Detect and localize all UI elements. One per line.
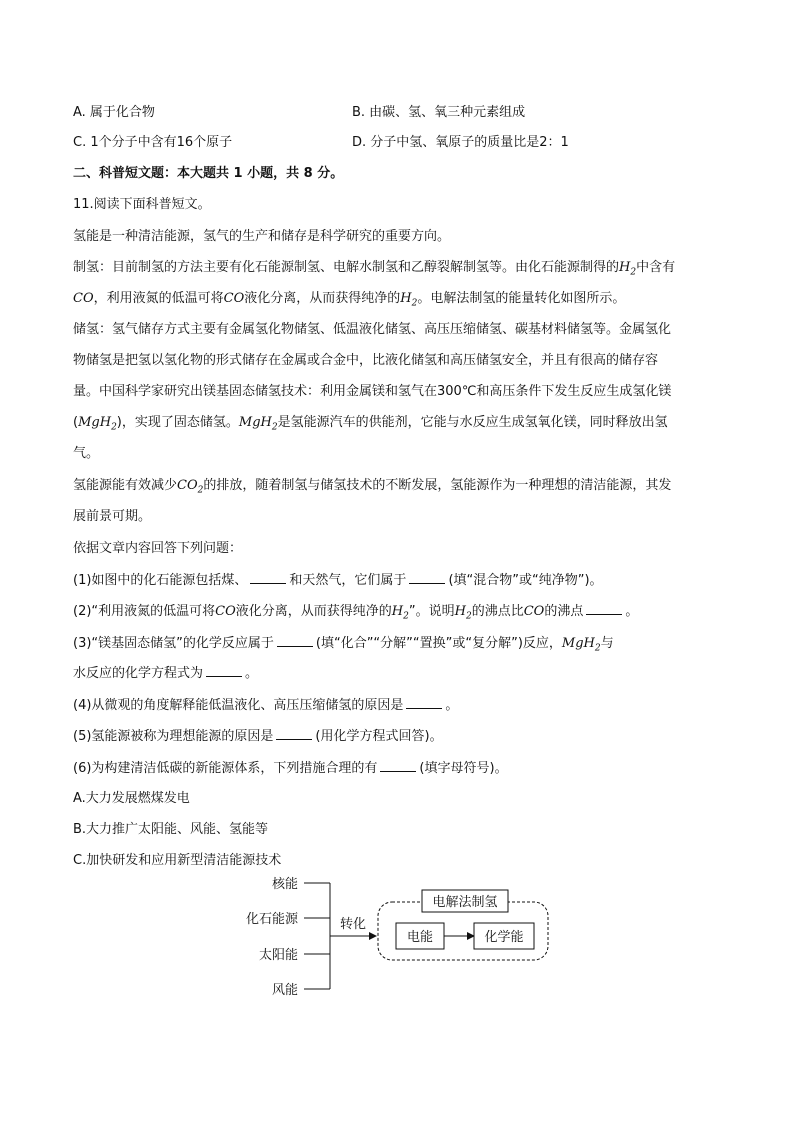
choice-a: A.大力发展燃煤发电 bbox=[73, 791, 190, 806]
option-a: A. 属于化合物 bbox=[73, 105, 155, 120]
section-title: 二、科普短文题：本大题共 1 小题，共 8 分。 bbox=[73, 166, 344, 181]
paragraph-3-line-1: 储氢：氢气储存方式主要有金属氢化物储氢、低温液化储氢、高压压缩储氢、碳基材料储氢等。金属氢化 bbox=[73, 322, 672, 337]
paragraph-3-line-4: (MgH$_2$)，实现了固态储氢。MgH$_2$是氢能源汽车的供能剂，它能与水反应生成氢氧化镁，同时释放出氢 bbox=[73, 415, 668, 433]
subquestion-2: (2)“利用液氮的低温可将CO液化分离，从而获得纯净的$H_2$”。说明$H_2$的沸点比CO的沸点 。 bbox=[73, 604, 639, 622]
bracket-lines bbox=[304, 883, 330, 989]
electrolysis-title: 电解法制氢 bbox=[432, 895, 498, 910]
subquestion-5: (5)氢能源被称为理想能源的原因是 (用化学方程式回答)。 bbox=[73, 729, 443, 744]
subquestion-3-line-1: (3)“镁基固态储氢”的化学反应属于 (填“化合”“分解”“置换”或“复分解”)反应，MgH$_2$与 bbox=[73, 636, 614, 654]
answer-blank bbox=[586, 602, 622, 615]
subquestion-1: (1)如图中的化石能源包括煤、 和天然气，它们属于 (填“混合物”或“纯净物”)。 bbox=[73, 573, 603, 588]
answer-blank bbox=[277, 634, 313, 647]
source-fossil: 化石能源 bbox=[245, 912, 298, 927]
chemical-energy-label: 化学能 bbox=[484, 930, 524, 945]
subquestion-4: (4)从微观的角度解释能低温液化、高压压缩储氢的原因是 。 bbox=[73, 698, 459, 713]
source-nuclear: 核能 bbox=[271, 877, 298, 892]
answer-blank bbox=[250, 571, 286, 584]
choice-c: C.加快研发和应用新型清洁能源技术 bbox=[73, 853, 282, 868]
option-b: B. 由碳、氢、氧三种元素组成 bbox=[352, 105, 526, 120]
paragraph-3-line-5: 气。 bbox=[73, 446, 100, 461]
convert-label: 转化 bbox=[339, 917, 367, 932]
choice-b: B.大力推广太阳能、风能、氢能等 bbox=[73, 822, 269, 837]
subquestion-3-line-2: 水反应的化学方程式为 。 bbox=[73, 666, 259, 681]
paragraph-4-line-1: 氢能源能有效减少$CO_2$的排放，随着制氢与储氢技术的不断发展，氢能源作为一种理想的清洁能源，其发 bbox=[73, 478, 672, 496]
answer-blank bbox=[380, 759, 416, 772]
paragraph-2-line-1: 制氢：目前制氢的方法主要有化石能源制氢、电解水制氢和乙醇裂解制氢等。由化石能源制得的$H_2$中含有 bbox=[73, 260, 676, 278]
answer-blank bbox=[276, 727, 312, 740]
subquestion-6: (6)为构建清洁低碳的新能源体系，下列措施合理的有 (填字母符号)。 bbox=[73, 761, 508, 776]
source-solar: 太阳能 bbox=[258, 948, 298, 963]
option-d: D. 分子中氢、氧原子的质量比是2：1 bbox=[352, 135, 569, 150]
paragraph-3-line-3: 量。中国科学家研究出镁基固态储氢技术：利用金属镁和氢气在300℃和高压条件下发生反应生成氢化镁 bbox=[73, 384, 672, 399]
energy-conversion-diagram bbox=[230, 868, 560, 998]
source-wind: 风能 bbox=[271, 983, 298, 998]
answer-blank bbox=[409, 571, 445, 584]
paragraph-2-line-2: CO，利用液氮的低温可将CO液化分离，从而获得纯净的$H_2$。电解法制氢的能量转化如图所示。 bbox=[73, 291, 626, 309]
answer-blank bbox=[206, 664, 242, 677]
electric-energy-label: 电能 bbox=[406, 930, 434, 945]
answer-prompt: 依据文章内容回答下列问题： bbox=[73, 541, 243, 556]
paragraph-3-line-2: 物储氢是把氢以氢化物的形式储存在金属或合金中，比液化储氢和高压储氢安全，并且有很高的储存容 bbox=[73, 353, 659, 368]
answer-blank bbox=[406, 696, 442, 709]
paragraph-1: 氢能是一种清洁能源，氢气的生产和储存是科学研究的重要方向。 bbox=[73, 229, 451, 244]
option-c: C. 1个分子中含有16个原子 bbox=[73, 135, 233, 150]
question-intro: 11.阅读下面科普短文。 bbox=[73, 197, 211, 212]
paragraph-4-line-2: 展前景可期。 bbox=[73, 509, 152, 524]
